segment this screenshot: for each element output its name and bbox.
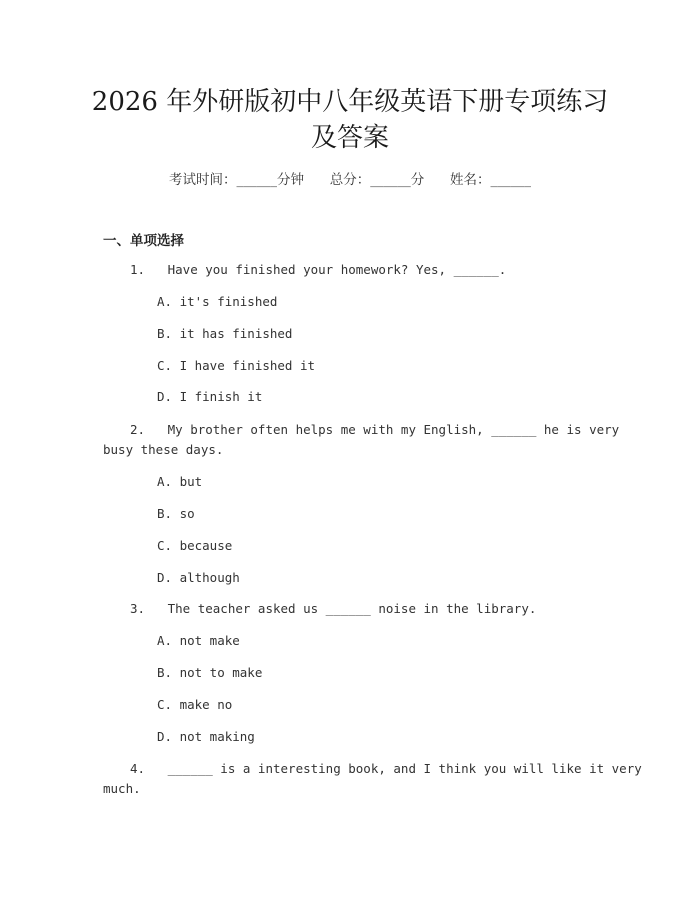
option-3d: D. not making: [157, 729, 255, 744]
option-2d: D. although: [157, 570, 240, 585]
option-2a: A. but: [157, 474, 203, 489]
option-2c: C. because: [157, 538, 233, 553]
question-1: 1. Have you finished your homework? Yes, ______.: [130, 262, 507, 277]
option-1a: A. it's finished: [157, 294, 278, 309]
section-heading: 一、单项选择: [103, 233, 184, 249]
question-4: 4. ______ is a interesting book, and I think you will like it very: [130, 761, 642, 776]
option-3a: A. not make: [157, 633, 240, 648]
option-3c: C. make no: [157, 697, 233, 712]
question-2-continued: busy these days.: [103, 442, 224, 457]
option-1d: D. I finish it: [157, 389, 263, 404]
question-3: 3. The teacher asked us ______ noise in the library.: [130, 601, 537, 616]
question-2: 2. My brother often helps me with my English, ______ he is very: [130, 422, 620, 437]
option-2b: B. so: [157, 506, 195, 521]
option-3b: B. not to make: [157, 665, 263, 680]
title-line-1: 2026 年外研版初中八年级英语下册专项练习: [91, 87, 609, 117]
option-1c: C. I have finished it: [157, 358, 316, 373]
title-line-2: 及答案: [310, 123, 389, 153]
option-1b: B. it has finished: [157, 326, 293, 341]
exam-meta: 考试时间：______分钟 总分：______分 姓名：______: [169, 172, 531, 188]
question-4-continued: much.: [103, 781, 141, 796]
